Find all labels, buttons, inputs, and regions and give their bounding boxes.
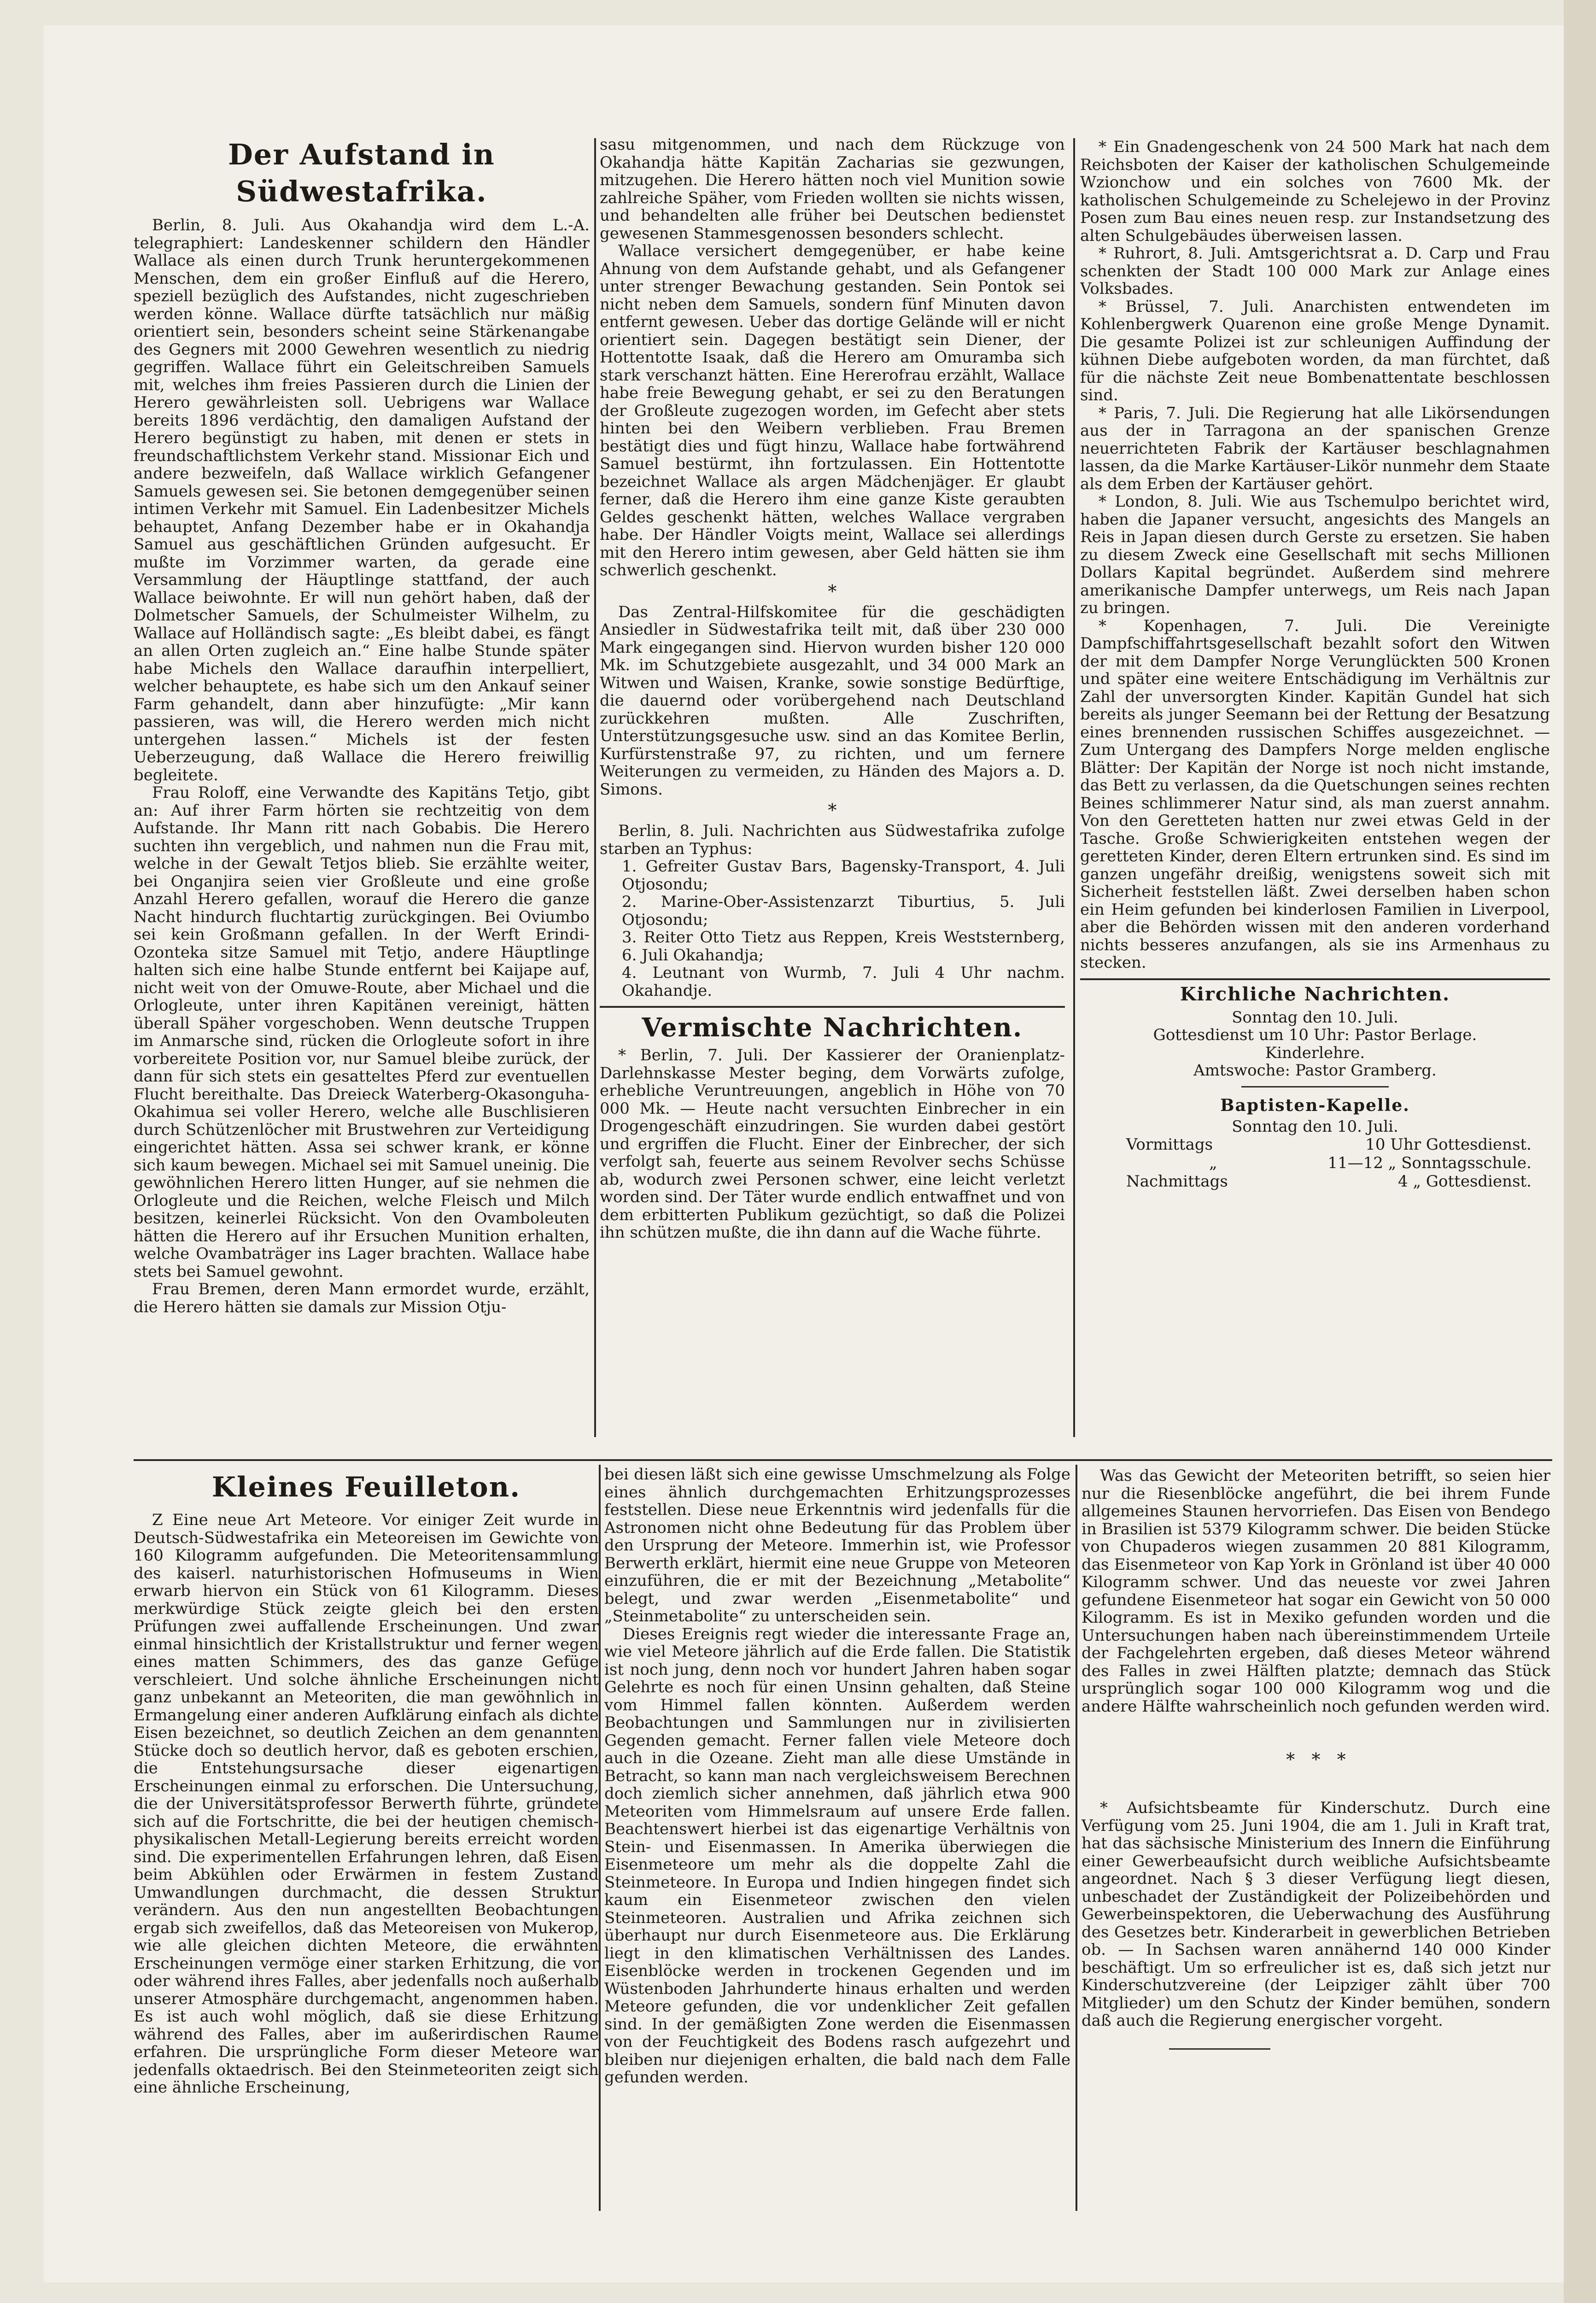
paragraph: Z Eine neue Art Meteore. Vor einiger Zeit wurde in Deutsch-Südwestafrika ein Meteoreisen im Gewichte von 160 Kilogramm aufgefunden. Die Meteoritensammlung des kaiserl. naturhistorischen Hofmuseums in Wien erwarb hiervon ein Stück von 61 Kilogramm. Dieses merkwürdige Stück zeigte gleich bei den ersten Prüfungen zwei auffallende Erscheinungen. Und zwar einmal hinsichtlich der Kristallstruktur und ferner wegen eines matten Schimmers, des das ganze Gefüge verschleiert. Und solche ähnliche Erscheinungen nicht ganz unbekannt an Meteoriten, die man gewöhnlich in Ermangelung einer anderen Aufklärung einfach als dichte Eisen bezeichnet, so deutlich Zeichen an dem genannten Stücke doch so deutlich hervor, daß es geboten erschien, die Entstehungsursache dieser eigenartigen Erscheinungen einmal zu erforschen. Die Untersuchung, die der Universitätsprofessor Berwerth führte, gründete sich auf die Fortschritte, die bei der heutigen chemisch-physikalischen Metall-Legierung bereits erreicht worden sind. Die experimentellen Erfahrungen lehren, daß Eisen beim Abkühlen oder Erwärmen in festem Zustand Umwandlungen durchmacht, die dessen Struktur verändern. Aus den nun angestellten Beobachtungen ergab sich zweifellos, daß das Meteoreisen von Mukerop, wie alle gleichen dichten Meteore, die erwähnten Erscheinungen vermöge einer starken Erhitzung, die vor oder während ihres Falles, aber jedenfalls noch außerhalb unserer Atmosphäre durchgemacht, angenommen haben. Es ist auch wohl möglich, daß sie diese Erhitzung während des Falles, aber im außerirdischen Raume erfahren. Die ursprüngliche Form dieser Meteore war jedenfalls oktaedrisch. Bei den Steinmeteoriten zeigt sich eine ähnliche Erscheinung, [134, 1511, 599, 2097]
list-item: 3. Reiter Otto Tietz aus Reppen, Kreis Weststernberg, 6. Juli Okahandja; [622, 928, 1065, 964]
paragraph-komitee: Das Zentral-Hilfskomitee für die geschädigten Ansiedler in Südwestafrika teilt mit, daß über 230 000 Mark eingegangen sind. Hiervon wurden bisher 120 000 Mk. im Schutzgebiete ausgezahlt, und 34 000 Mark an Witwen und Waisen, Kranke, sowie sonstige Bedürftige, die dauernd oder vorübergehend nach Deutschland zurückkehren mußten. Alle Zuschriften, Unterstützungsgesuche usw. sind an das Komitee Berlin, Kurfürstenstraße 97, zu richten, und um fernere Weiterungen zu vermeiden, zu Händen des Majors a. D. Simons. [600, 602, 1065, 799]
paragraph: * Berlin, 7. Juli. Der Kassierer der Oranienplatz-Darlehnskasse Mester beging, dem Vorwärts zufolge, erhebliche Veruntreuungen, angeblich in Höhe von 70 000 Mk. — Heute nacht versuchten Einbrecher in ein Drogengeschäft einzudringen. Sie wurden dabei gestört und ergriffen die Flucht. Einer der Einbrecher, der sich verfolgt sah, feuerte aus seinem Revolver sechs Schüsse ab, wodurch zwei Personen schwer, eine leicht verletzt worden sind. Der Täter wurde endlich entwaffnet und von dem erbitterten Publikum gezüchtigt, so daß die Polizei ihn schützen mußte, die ihn dann auf die Wache führte. [600, 1046, 1065, 1242]
section-rule [600, 1006, 1065, 1008]
column-rule [1073, 138, 1075, 1437]
heading-baptisten: Baptisten-Kapelle. [1220, 1095, 1410, 1115]
heading-feuilleton: Kleines Feuilleton. [211, 1471, 521, 1503]
church-line: Gottesdienst um 10 Uhr: Pastor Berlage. [1153, 1026, 1477, 1044]
separator-star: * [828, 800, 837, 820]
list-item: 1. Gefreiter Gustav Bars, Bagensky-Transport, 4. Juli Otjosondu; [622, 857, 1065, 894]
schedule-row [1126, 1172, 1532, 1191]
separator-stars: * * * [1286, 1749, 1346, 1770]
paragraph: Frau Roloff, eine Verwandte des Kapitäns Tetjo, gibt an: Auf ihrer Farm hörten sie rechtzeitig von dem Aufstande. Ihr Mann ritt nach Gobabis. Die Herero suchten ihn vergeblich, und nahmen nun die Frau mit, welche in der Gewalt Tetjos blieb. Sie erzählte weiter, bei Onganjira seien vier Großleute und eine große Anzahl Herero gefallen, worauf die Herero die ganze Nacht hindurch fluchtartig zurückgingen. Bei Oviumbo sei kein Großmann gefallen. In der Werft Erindi-Ozonteka sitze Samuel mit Tetjo, andere Häuptlinge halten sich eine halbe Stunde entfernt bei Kaijape auf, nicht weit von der Omuwe-Route, aber Michael und die Orlogleute, unter ihren Kapitänen vereinigt, hätten überall Späher vorgeschoben. Wenn deutsche Truppen im Anmarsche sind, rücken die Orlogleute sofort in ihre vorbereitete Position vor, nur Samuel bleibe zurück, der dann für sich stets ein gesatteltes Pferd zur eventuellen Flucht bereithalte. Das Dreieck Waterberg-Okasonguha-Okahimua sei voller Herero, welche alle Buschlisieren durch Schützenlöcher mit Brustwehren zur Verteidigung eingerichtet hätten. Assa sei schwer krank, er könne sich kaum bewegen. Michael sei mit Samuel uneinig. Die gewöhnlichen Herero litten Hunger, auf sie nehmen die Orlogleute und die Reichen, welche Fleisch und Milch besitzen, keinerlei Rücksicht. Von den Ovamboleuten hätten die Herero auf ihr Ersuchen Munition erhalten, welche Ovambaträger ins Lager brachten. Wallace habe stets bei Samuel gewohnt. [134, 783, 590, 1281]
list-item: 4. Leutnant von Wurmb, 7. Juli 4 Uhr nachm. Okahandje. [622, 964, 1065, 1000]
column-aufstand [134, 134, 590, 1437]
heading-kirchliche: Kirchliche Nachrichten. [1180, 983, 1450, 1005]
paragraph: * Ruhrort, 8. Juli. Amtsgerichtsrat a. D. Carp und Frau schenkten der Stadt 100 000 Mark zur Anlage eines Volksbades. [1080, 244, 1550, 298]
column-rule [594, 138, 596, 1437]
paragraph: Berlin, 8. Juli. Aus Okahandja wird dem L.-A. telegraphiert: Landeskenner schildern den Händler Wallace als einen durch Trunk heruntergekommenen Menschen, dem ein großer Einfluß auf die Herero, speziell bezüglich des Aufstandes, nicht zugeschrieben werden könne. Wallace dürfte tatsächlich nur mäßig orientiert sein, besonders scheint seine Stärkenangabe des Gegners mit 2000 Gewehren wesentlich zu niedrig gegriffen. Wallace führt ein Geleitschreiben Samuels mit, welches ihm freies Passieren durch die Linien der Herero gewährleisten soll. Uebrigens war Wallace bereits 1896 verdächtig, den damaligen Aufstand der Herero begünstigt zu haben, mit denen er stets in freundschaftlichstem Verkehr stand. Missionar Eich und andere bezweifeln, daß Wallace wirklich Gefangener Samuels gewesen sei. Sie betonen demgegenüber seinen intimen Verkehr mit Samuel. Ein Ladenbesitzer Michels behauptet, Anfang Dezember habe er in Okahandja Samuel aus geschäftlichen Gründen aufgesucht. Er mußte im Vorzimmer warten, da gerade eine Versammlung der Häuptlinge stattfand, der auch Wallace beiwohnte. Er will nun gehört haben, daß der Dolmetscher Samuels, der Schulmeister Wilhelm, zu Wallace auf Holländisch sagte: „Es bleibt dabei, es fängt an allen Orten zugleich an.“ Eine halbe Stunde später habe Michels den Wallace daraufhin interpelliert, welcher behauptete, es habe sich um den Ankauf seiner Farm gehandelt, dann aber hinzufügte: „Mir kann passieren, was will, die Herero werden mich nicht untergehen lassen.“ Michels ist der festen Ueberzeugung, daß Wallace die Herero freiwillig begleitete. [134, 216, 590, 784]
paragraph: Frau Bremen, deren Mann ermordet wurde, erzählt, die Herero hätten sie damals zur Mission Otju- [134, 1280, 590, 1316]
paragraph: * Ein Gnadengeschenk von 24 500 Mark hat nach dem Reichsboten der Kaiser der katholischen Schulgemeinde Wzionchow und ein solches von 7600 Mk. der katholischen Schulgemeinde zu Schelejewo in der Provinz Posen zum Bau eines neuen resp. zur Instandsetzung des alten Schulgebäudes überweisen lassen. [1080, 138, 1550, 245]
church-line: Sonntag den 10. Juli. [1232, 1008, 1398, 1027]
schedule-row [1126, 1135, 1532, 1154]
schedule-time: Vormittags [1126, 1135, 1213, 1154]
church-line: Amtswoche: Pastor Gramberg. [1193, 1061, 1437, 1080]
heading-aufstand: Der Aufstand in Südwestafrika. [228, 138, 495, 208]
paragraph: * Kopenhagen, 7. Juli. Die Vereinigte Dampfschiffahrtsgesellschaft bezahlt sofort den Witwen der mit dem Dampfer Norge Verunglückten 500 Kronen und später eine weitere Entschädigung im Verhältnis zur Zahl der unversorgten Kinder. Kapitän Gundel hat sich bereits als junger Seemann bei der Rettung der Besatzung eines brennenden russischen Schiffes ausgezeichnet. — Zum Untergang des Dampfers Norge melden englische Blätter: Der Kapitän der Norge ist noch nicht imstande, das Bett zu verlassen, da die Quetschungen seines rechten Beines schlimmerer Natur sind, als man zuerst annahm. Von den Geretteten hatten nur zwei etwas Geld in der Tasche. Große Schwierigkeiten entstehen wegen der geretteten Kinder, deren Eltern ertrunken sind. Es sind im ganzen ungefähr dreißig, wenigstens soweit sich mit Sicherheit feststellen läßt. Zwei derselben haben schon ein Heim gefunden bei kinderlosen Familien in Liverpool, aber die Behörden wissen mit den anderen vorderhand nichts besseres anzufangen, als sie ins Armenhaus zu stecken. [1080, 616, 1550, 972]
schedule-time: Nachmittags [1126, 1172, 1228, 1191]
schedule-event: 11—12 „ Sonntagsschule. [1327, 1154, 1532, 1172]
paragraph: * Aufsichtsbeamte für Kinderschutz. Durch eine Verfügung vom 25. Juni 1904, die am 1. Juli in Kraft trat, hat das sächsische Ministerium des Innern die Einführung einer Gewerbeaufsicht durch weibliche Aufsichtsbeamte angeordnet. Nach § 3 dieser Verfügung liegt diesen, unbeschadet der Zuständigkeit der Polizeibehörden und Gewerbeinspektoren, die Ueberwachung des Ausführung des Gesetzes betr. Kinderarbeit in gewerblichen Betrieben ob. — In Sachsen waren annähernd 140 000 Kinder beschäftigt. Um so erfreulicher ist es, daß sich jetzt nur Kinderschutzvereine (der Leipziger zählt über 700 Mitglieder) um den Schutz der Kinder bemühen, sondern daß auch die Regierung energischer vorgeht. [1082, 1799, 1550, 2030]
column-rule [599, 1465, 601, 2211]
separator-star: * [828, 581, 837, 602]
list-item: 2. Marine-Ober-Assistenzarzt Tiburtius, 5. Juli Otjosondu; [622, 893, 1065, 929]
paragraph: * Brüssel, 7. Juli. Anarchisten entwendeten im Kohlenbergwerk Quarenon eine große Menge Dynamit. Die gesamte Polizei ist zur schleunigen Auffindung der kühnen Diebe aufgeboten worden, da man fürchtet, daß für die nächste Zeit neue Bombenattentate beschlossen sind. [1080, 297, 1550, 404]
paragraph: bei diesen läßt sich eine gewisse Umschmelzung als Folge eines ähnlich durchgemachten Erhitzungsprozesses feststellen. Diese neue Erkenntnis wird jedenfalls für die Astronomen nicht ohne Bedeutung für das Problem über den Ursprung der Meteore. Immerhin ist, wie Professor Berwerth erklärt, hiermit eine neue Gruppe von Meteoren einzuführen, die er mit der Bezeichnung „Metabolite“ belegt, und zwar werden „Eisenmetabolite“ und „Steinmetabolite“ zu unterscheiden sein. [604, 1466, 1070, 1625]
column-feuilleton-3 [1082, 1467, 1550, 2222]
church-line: Kinderlehre. [1265, 1043, 1365, 1062]
paragraph: * London, 8. Juli. Wie aus Tschemulpo berichtet wird, haben die Japaner versucht, angesichts des Mangels an Reis in Japan diesen durch Gerste zu ersetzen. Sie haben zu diesem Zweck eine Gesellschaft mit sechs Millionen Dollars Kapital begründet. Außerdem sind mehrere amerikanische Dampfer unterwegs, um Reis nach Japan zu bringen. [1080, 492, 1550, 617]
paragraph-typhus: Berlin, 8. Juli. Nachrichten aus Südwestafrika zufolge starben an Typhus: [600, 822, 1065, 858]
paragraph: Was das Gewicht der Meteoriten betrifft, so seien hier nur die Riesenblöcke angeführt, die bei ihrem Funde allgemeines Staunen hervorriefen. Das Eisen von Bendego in Brasilien ist 5379 Kilogramm schwer. Die beiden Stücke von Chupaderos wiegen zusammen 20 881 Kilogramm, das Eisenmeteor von Kap York in Grönland ist über 40 000 Kilogramm schwer. Und das neueste vor zwei Jahren gefundene Eisenmeteor hat sogar ein Gewicht von 50 000 Kilogramm. Es ist in Mexiko gefunden worden und die Untersuchungen haben nach übereinstimmendem Urteile der Fachgelehrten ergeben, daß dieses Meteor während des Falles in zwei Hälften platzte; demnach das Stück ursprünglich sogar 100 000 Kilogramm wog und die andere Hälfte wahrscheinlich noch gefunden werden wird. [1082, 1467, 1550, 1716]
paragraph: sasu mitgenommen, und nach dem Rückzuge von Okahandja hätte Kapitän Zacharias sie gezwungen, mitzugehen. Die Herero hätten noch viel Munition sowie zahlreiche Späher, vom Frieden wollten sie nichts wissen, und behandelten alle früher bei Deutschen bedienstet gewesenen Stammesgenossen besonders schlecht. [600, 136, 1065, 243]
short-rule [1169, 2048, 1270, 2050]
page-edge-shadow [1564, 0, 1596, 2303]
feuilleton-rule [134, 1459, 1552, 1461]
schedule-time: „ [1209, 1154, 1217, 1172]
schedule-event: 10 Uhr Gottesdienst. [1365, 1135, 1532, 1154]
paragraph: Wallace versichert demgegenüber, er habe keine Ahnung von dem Aufstande gehabt, und als Gefangener unter strenger Bewachung gestanden. Sein Pontok sei nicht neben dem Samuels, sondern fünf Minuten davon entfernt gewesen. Ueber das dortige Gelände will er nicht orientiert sein. Dagegen bestätigt sein Diener, der Hottentotte Isaak, daß die Herero am Omuramba sich stark verschanzt hätten. Eine Hererofrau erzählt, Wallace habe freie Bewegung gehabt, er sei zu den Beratungen der Großleute zugezogen worden, im Gefecht aber stets hinten bei den Weibern verblieben. Frau Bremen bestätigt dies und fügt hinzu, Wallace habe fortwährend Samuel bestürmt, ihn fortzulassen. Ein Hottentotte bezeichnet Wallace als argen Mädchenjäger. Er glaubt ferner, daß die Herero ihm eine ganze Kiste geraubten Geldes geschenkt hätten, welches Wallace vergraben habe. Der Händler Voigts meint, Wallace sei allerdings mit den Herero intim gewesen, aber Geld hätten sie ihm schwerlich geschenkt. [600, 242, 1065, 579]
column-feuilleton-1 [134, 1467, 599, 2222]
schedule-row [1126, 1154, 1532, 1172]
schedule-event: 4 „ Gottesdienst. [1398, 1172, 1532, 1191]
paragraph: * Paris, 7. Juli. Die Regierung hat alle Likörsendungen aus der in Tarragona an der spanischen Grenze neuerrichteten Fabrik der Kartäuser beschlagnahmen lassen, da die Marke Kartäuser-Likör nunmehr dem Staate als dem Erben der Kartäuser gehört. [1080, 403, 1550, 493]
column-middle [600, 136, 1065, 1439]
short-rule [1241, 1086, 1389, 1087]
section-rule [1080, 978, 1550, 980]
column-right [1080, 138, 1550, 1442]
paragraph: Dieses Ereignis regt wieder die interessante Frage an, wie viel Meteore jährlich auf die Erde fallen. Die Statistik ist noch jung, denn noch vor hundert Jahren haben sogar Gelehrte es noch für einen Unsinn gehalten, daß Steine vom Himmel fallen könnten. Außerdem werden Beobachtungen und Sammlungen nur in zivilisierten Gegenden gemacht. Ferner fallen viele Meteore doch auch in die Ozeane. Zieht man alle diese Umstände in Betracht, so kann man nach vergleichsweisem Berechnen doch ziemlich sicher annehmen, daß jährlich etwa 900 Meteoriten vom Himmelsraum auf unsere Erde fallen. Beachtenswert hierbei ist das eigenartige Verhältnis von Stein- und Eisenmassen. In Amerika überwiegen die Eisenmeteore um mehr als die doppelte Zahl die Steinmeteore. In Europa und Indien hingegen findet sich kaum ein Eisenmeteor zwischen den vielen Steinmeteoren. Australien und Afrika zeichnen sich überhaupt nur durch Eisenmeteore aus. Die Erklärung liegt in den klimatischen Verhältnissen des Landes. Eisenblöcke werden in trockenen Gegenden und im Wüstenboden Jahrhunderte hinaus erhalten und werden Meteore gefunden, die vor undenklicher Zeit gefallen sind. In der gemäßigten Zone werden die Eisenmassen von der Feuchtigkeit des Bodens rasch aufgezehrt und bleiben nur diejenigen erhalten, die bald nach dem Falle gefunden werden. [604, 1625, 1070, 2087]
heading-vermischte: Vermischte Nachrichten. [642, 1012, 1023, 1043]
church-line: Sonntag den 10. Juli. [1232, 1117, 1398, 1136]
column-rule [1076, 1465, 1077, 2211]
column-feuilleton-2 [604, 1466, 1070, 2221]
